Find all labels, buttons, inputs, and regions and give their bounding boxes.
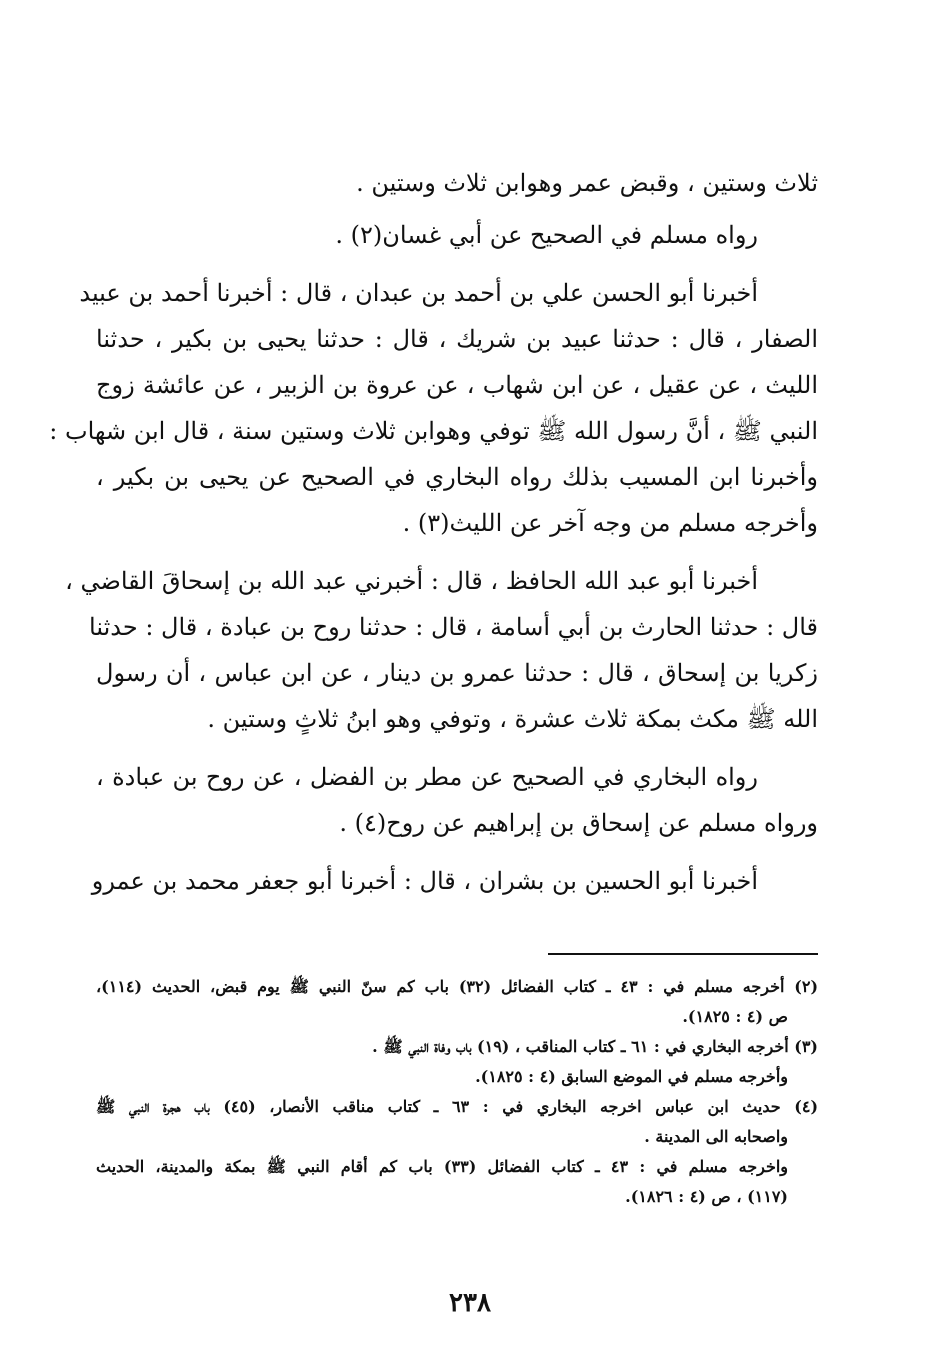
text-line: ثلاث وستين ، وقبض عمر وهوابن ثلاث وستين . bbox=[356, 169, 818, 197]
footnote-line: واصحابه الى المدينة . bbox=[644, 1127, 788, 1146]
text-line: رواه مسلم في الصحيح عن أبي غسان(٢) . bbox=[335, 221, 758, 249]
text-line: أخبرنا أبو الحسين بن بشران ، قال : أخبرنا أبو جعفر محمد بن عمرو bbox=[91, 867, 758, 895]
footnote-line: (٢) أخرجه مسلم في : ٤٣ ـ كتاب الفضائل (٣٢) باب كم سنّ النبي ﷺ يوم قبض، الحديث (١١٤)، bbox=[96, 977, 819, 996]
text-line: رواه البخاري في الصحيح عن مطر بن الفضل ، عن روح بن عبادة ، bbox=[96, 763, 758, 791]
footnote-line: واخرجه مسلم في : ٤٣ ـ كتاب الفضائل (٣٣) باب كم أقام النبي ﷺ بمكة والمدينة، الحديث bbox=[96, 1157, 788, 1176]
footnotes bbox=[96, 972, 818, 1212]
footnote-line: (٣) أخرجه البخاري في : ٦١ ـ كتاب المناقب ، (١٩) باب وفاة النبي ﷺ . bbox=[372, 1037, 818, 1056]
text-line: وأخرجه مسلم من وجه آخر عن الليث(٣) . bbox=[402, 509, 818, 537]
text-line: النبي ﷺ ، أنَّ رسول الله ﷺ توفي وهوابن ثلاث وستين سنة ، قال ابن شهاب : bbox=[49, 417, 818, 445]
footnote-line: (٤) حديث ابن عباس اخرجه البخاري في : ٦٣ ـ كتاب مناقب الأنصار، (٤٥) باب هجرة النبي ﷺ bbox=[96, 1097, 819, 1116]
page-number: ٢٣٨ bbox=[449, 1288, 491, 1318]
footnote-line: ص (٤ : ١٨٢٥). bbox=[682, 1007, 788, 1026]
footnote-line: وأخرجه مسلم في الموضع السابق (٤ : ١٨٢٥). bbox=[475, 1067, 788, 1086]
text-line: الله ﷺ مكث بمكة ثلاث عشرة ، وتوفي وهو ابنُ ثلاثٍ وستين . bbox=[207, 705, 818, 733]
main-text bbox=[49, 160, 818, 904]
footnote-line: (١١٧) ، ص (٤ : ١٨٢٦). bbox=[625, 1187, 788, 1206]
text-line: ورواه مسلم عن إسحاق بن إبراهيم عن روح(٤) . bbox=[339, 809, 818, 837]
text-line: قال : حدثنا الحارث بن أبي أسامة ، قال : حدثنا روح بن عبادة ، قال : حدثنا bbox=[89, 613, 818, 641]
text-line: الليث ، عن عقيل ، عن ابن شهاب ، عن عروة بن الزبير ، عن عائشة زوج bbox=[96, 371, 818, 399]
text-line: الصفار ، قال : حدثنا عبيد بن شريك ، قال : حدثنا يحيى بن بكير ، حدثنا bbox=[96, 325, 818, 353]
text-line: زكريا بن إسحاق ، قال : حدثنا عمرو بن دينار ، عن ابن عباس ، أن رسول bbox=[96, 659, 818, 687]
footnote-divider bbox=[548, 953, 818, 955]
text-line: أخبرنا أبو عبد الله الحافظ ، قال : أخبرني عبد الله بن إسحاقَ القاضي ، bbox=[65, 567, 758, 595]
text-line: وأخبرنا ابن المسيب بذلك رواه البخاري في الصحيح عن يحيى بن بكير ، bbox=[96, 463, 818, 491]
text-line: أخبرنا أبو الحسن علي بن أحمد بن عبدان ، قال : أخبرنا أحمد بن عبيد bbox=[79, 279, 758, 307]
